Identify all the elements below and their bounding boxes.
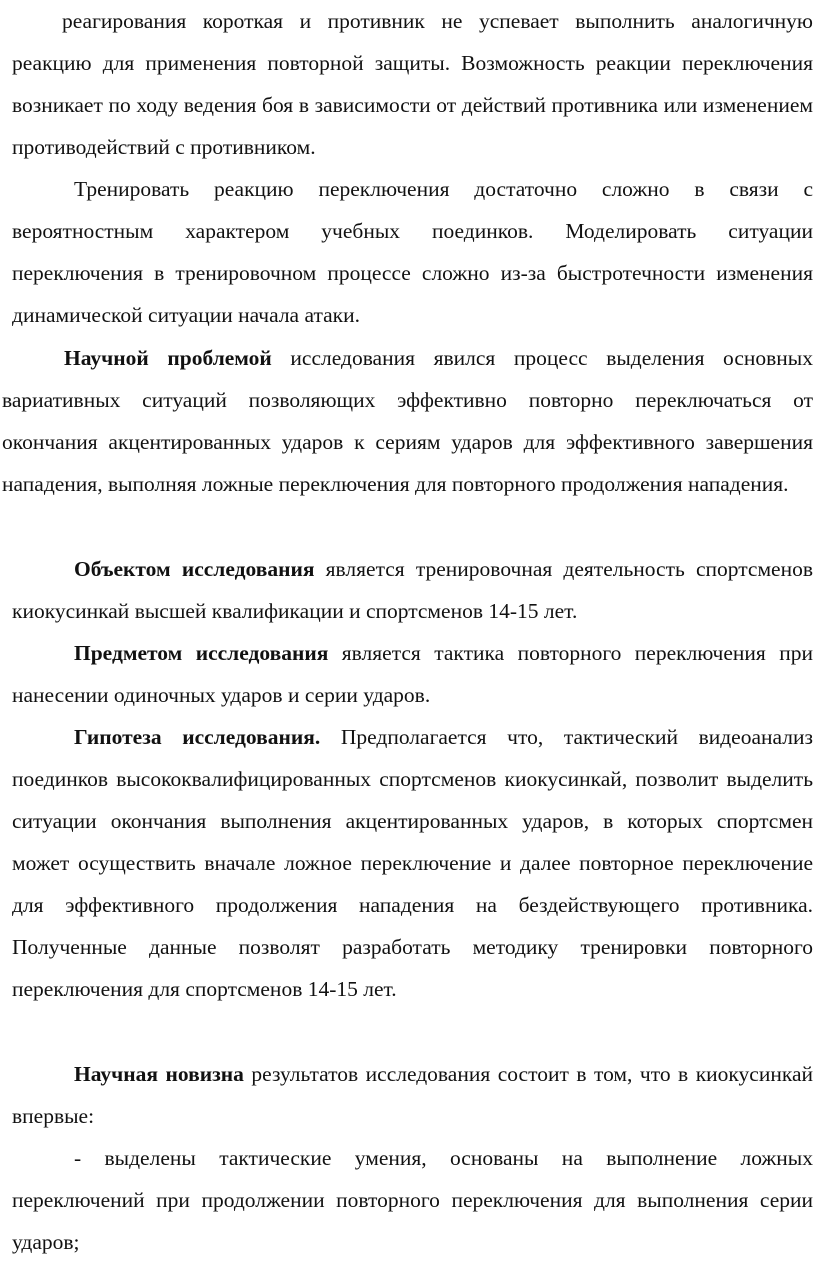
research-subject-label: Предметом исследования [74, 641, 329, 665]
paragraph-training: Тренировать реакцию переключения достаточно сложно в связи с вероятностным характером учебных поединков. Моделировать ситуации переключения в тренировочном процессе сложно из-за быстротечности изменения динамической ситуации начала атаки. [12, 177, 813, 327]
paragraph-research-object [12, 548, 813, 632]
research-object-text: является тренировочная деятельность спортсменов киокусинкай высшей квалификации и спортсменов 14-15 лет. [12, 557, 813, 623]
scientific-novelty-text: результатов исследования состоит в том, что в киокусинкай впервые: [12, 1062, 814, 1128]
scientific-novelty-label: Научная новизна [74, 1062, 244, 1086]
hypothesis-text: Предполагается что, тактический видеоанализ поединков высококвалифицированных спортсменов киокусинкай, позволит выделить ситуации окончания выполнения акцентированных ударов, в которых спортсмен может осуществить вначале ложное переключение и далее повторное переключение для эффективного продолжения нападения на бездействующего противника. Полученные данные позволят разработать методику тренировки повторного переключения для спортсменов 14-15 лет. [12, 725, 813, 1001]
paragraph-hypothesis [12, 716, 813, 1010]
list-item: - выделены тактические умения, основаны на выполнение ложных переключений при продолжении повторного переключения для выполнения серии ударов; [12, 1146, 813, 1254]
paragraph-continuation: реагирования короткая и противник не успевает выполнить аналогичную реакцию для применения повторной защиты. Возможность реакции переключения возникает по ходу ведения боя в зависимости от действий противника или изменением противодействий с противником. [12, 9, 813, 159]
paragraph-scientific-problem [2, 337, 813, 505]
paragraph-scientific-novelty [12, 1053, 813, 1137]
research-subject-text: является тактика повторного переключения при нанесении одиночных ударов и серии ударов. [12, 641, 813, 707]
research-object-label: Объектом исследования [74, 557, 315, 581]
hypothesis-label: Гипотеза исследования. [74, 725, 321, 749]
scientific-problem-text: исследования явился процесс выделения основных вариативных ситуаций позволяющих эффективно повторно переключаться от окончания акцентированных ударов к сериям ударов для эффективного завершения нападения, выполняя ложные переключения для повторного продолжения нападения. [2, 346, 813, 496]
scientific-problem-label: Научной проблемой [64, 346, 272, 370]
paragraph-research-subject [12, 632, 813, 716]
